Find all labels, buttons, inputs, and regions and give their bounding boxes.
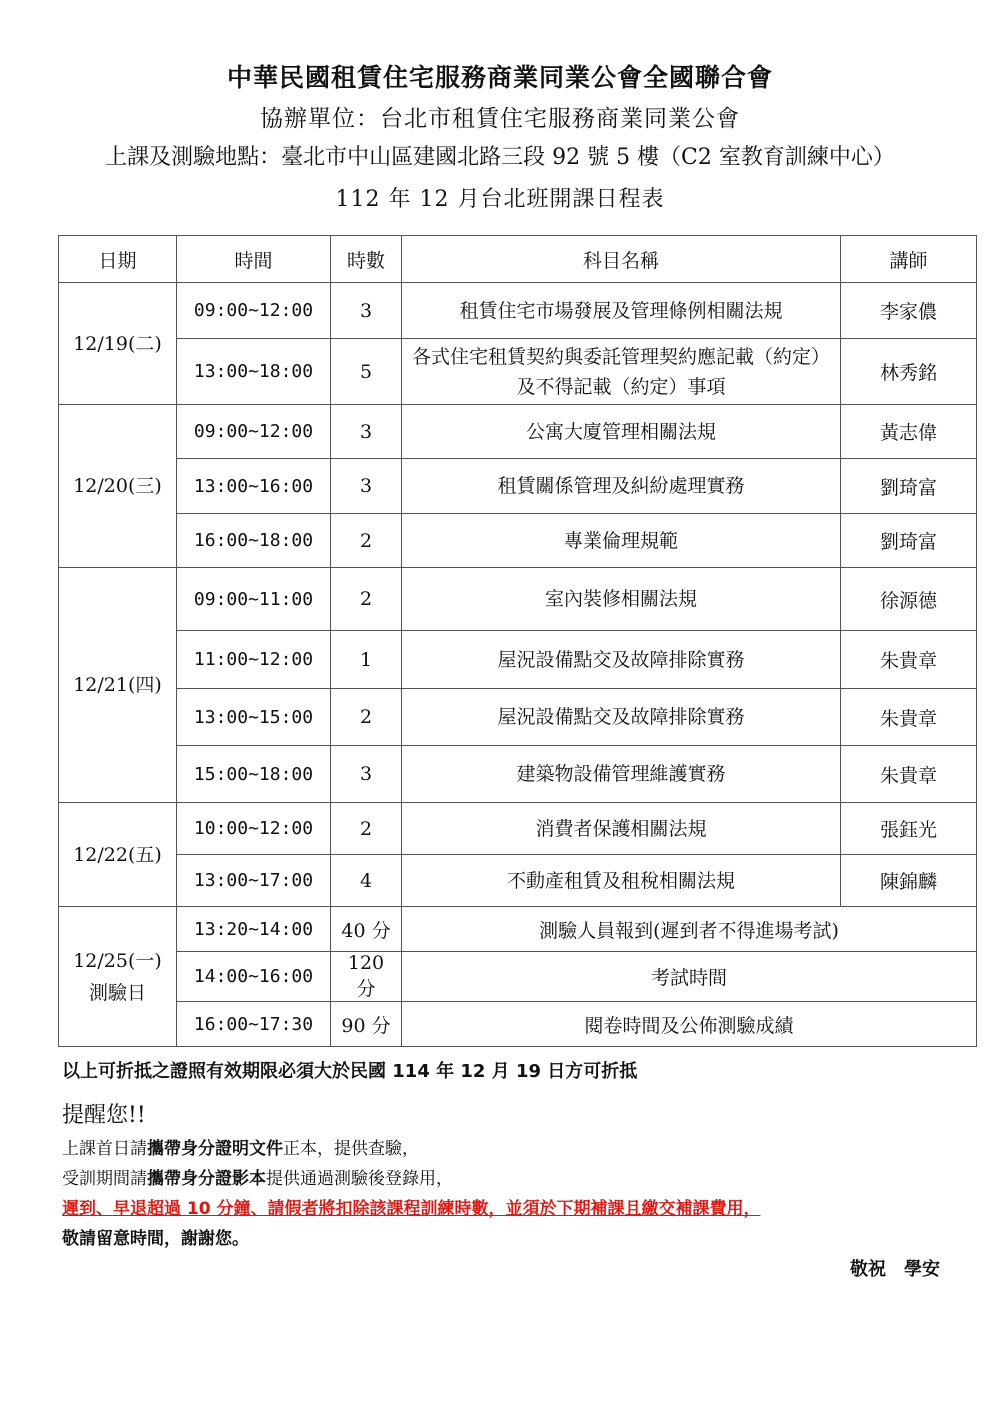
table-row	[59, 514, 977, 568]
table-row	[59, 283, 977, 339]
teacher-cell: 陳錦麟	[841, 855, 977, 907]
time-cell: 09:00~12:00	[177, 405, 331, 459]
hours-cell: 5	[331, 339, 402, 405]
exam-row	[59, 952, 977, 1002]
reminder-emphasis: 攜帶身分證明文件	[147, 1139, 283, 1159]
time-cell: 13:00~17:00	[177, 855, 331, 907]
hours-cell: 3	[331, 283, 402, 339]
reminder-heading: 提醒您!!	[62, 1103, 146, 1128]
time-cell: 16:00~18:00	[177, 514, 331, 568]
validity-note: 以上可折抵之證照有效期限必須大於民國 114 年 12 月 19 日方可折抵	[62, 1061, 638, 1082]
teacher-cell: 黃志偉	[841, 405, 977, 459]
hours-cell: 3	[331, 405, 402, 459]
time-cell: 09:00~12:00	[177, 283, 331, 339]
subject-cell: 公寓大廈管理相關法規	[402, 405, 841, 459]
hours-cell: 2	[331, 803, 402, 855]
exam-desc-cell: 考試時間	[402, 952, 977, 1002]
subject-cell: 不動產租賃及租稅相關法規	[402, 855, 841, 907]
teacher-cell: 林秀銘	[841, 339, 977, 405]
date-cell: 12/19(二)	[59, 283, 177, 405]
exam-row	[59, 1002, 977, 1047]
time-cell: 13:20~14:00	[177, 907, 331, 952]
subject-cell: 專業倫理規範	[402, 514, 841, 568]
warning-line: 遲到、早退超過 10 分鐘、請假者將扣除該課程訓練時數，並須於下期補課且繳交補課費用，	[62, 1199, 761, 1219]
location: 上課及測驗地點：臺北市中山區建國北路三段 92 號 5 樓（C2 室教育訓練中心）	[105, 145, 895, 170]
reminder-line-2	[62, 1164, 453, 1189]
reminder-text: 提供通過測驗後登錄用，	[266, 1169, 453, 1189]
time-cell: 13:00~18:00	[177, 339, 331, 405]
co-organizer: 協辦單位：台北市租賃住宅服務商業同業公會	[260, 106, 740, 132]
table-row	[59, 631, 977, 689]
schedule-title: 112 年 12 月台北班開課日程表	[335, 187, 665, 212]
schedule-table	[58, 235, 977, 1047]
subject-cell: 建築物設備管理維護實務	[402, 746, 841, 803]
subject-cell: 租賃住宅市場發展及管理條例相關法規	[402, 283, 841, 339]
reminder-emphasis: 攜帶身分證影本	[147, 1169, 266, 1189]
teacher-cell: 朱貴章	[841, 689, 977, 746]
teacher-cell: 徐源德	[841, 568, 977, 631]
date-cell: 12/20(三)	[59, 405, 177, 568]
duration-cell: 90 分	[331, 1002, 402, 1047]
teacher-cell: 劉琦富	[841, 514, 977, 568]
header-hours: 時數	[331, 236, 402, 283]
header-time: 時間	[177, 236, 331, 283]
duration-cell: 120 分	[331, 952, 402, 1002]
exam-label: 測驗日	[88, 981, 146, 1004]
subject-cell: 各式住宅租賃契約與委託管理契約應記載（約定）及不得記載（約定）事項	[402, 339, 841, 405]
teacher-cell: 劉琦富	[841, 459, 977, 514]
exam-row	[59, 907, 977, 952]
subject-cell: 租賃關係管理及糾紛處理實務	[402, 459, 841, 514]
table-row	[59, 405, 977, 459]
teacher-cell: 張鈺光	[841, 803, 977, 855]
time-cell: 15:00~18:00	[177, 746, 331, 803]
closing-greeting: 敬祝 學安	[850, 1259, 940, 1280]
table-row	[59, 459, 977, 514]
reminder-line-1	[62, 1134, 419, 1159]
hours-cell: 1	[331, 631, 402, 689]
exam-desc-cell: 測驗人員報到(遲到者不得進場考試)	[402, 907, 977, 952]
subject-cell: 消費者保護相關法規	[402, 803, 841, 855]
time-cell: 16:00~17:30	[177, 1002, 331, 1047]
header-row	[59, 236, 977, 283]
table-row	[59, 689, 977, 746]
time-cell: 14:00~16:00	[177, 952, 331, 1002]
reminder-line-4: 敬請留意時間，謝謝您。	[62, 1229, 249, 1249]
exam-date: 12/25(一)	[73, 949, 162, 972]
subject-cell: 屋況設備點交及故障排除實務	[402, 689, 841, 746]
header-teacher: 講師	[841, 236, 977, 283]
hours-cell: 2	[331, 514, 402, 568]
header-subject: 科目名稱	[402, 236, 841, 283]
time-cell: 09:00~11:00	[177, 568, 331, 631]
organization-title: 中華民國租賃住宅服務商業同業公會全國聯合會	[226, 63, 773, 92]
time-cell: 10:00~12:00	[177, 803, 331, 855]
table-row	[59, 568, 977, 631]
teacher-cell: 朱貴章	[841, 746, 977, 803]
exam-date-cell	[59, 907, 177, 1047]
date-cell: 12/22(五)	[59, 803, 177, 907]
date-cell: 12/21(四)	[59, 568, 177, 803]
reminder-text: 上課首日請	[62, 1139, 147, 1159]
time-cell: 13:00~15:00	[177, 689, 331, 746]
header-date: 日期	[59, 236, 177, 283]
time-cell: 13:00~16:00	[177, 459, 331, 514]
exam-desc-cell: 閱卷時間及公佈測驗成績	[402, 1002, 977, 1047]
time-cell: 11:00~12:00	[177, 631, 331, 689]
hours-cell: 2	[331, 689, 402, 746]
subject-cell: 屋況設備點交及故障排除實務	[402, 631, 841, 689]
table-row	[59, 855, 977, 907]
subject-cell: 室內裝修相關法規	[402, 568, 841, 631]
teacher-cell: 朱貴章	[841, 631, 977, 689]
table-row	[59, 746, 977, 803]
reminder-text: 正本，提供查驗，	[283, 1139, 419, 1159]
table-row	[59, 803, 977, 855]
hours-cell: 3	[331, 459, 402, 514]
duration-cell: 40 分	[331, 907, 402, 952]
reminder-text: 受訓期間請	[62, 1169, 147, 1189]
teacher-cell: 李家儂	[841, 283, 977, 339]
hours-cell: 2	[331, 568, 402, 631]
hours-cell: 4	[331, 855, 402, 907]
hours-cell: 3	[331, 746, 402, 803]
table-row	[59, 339, 977, 405]
